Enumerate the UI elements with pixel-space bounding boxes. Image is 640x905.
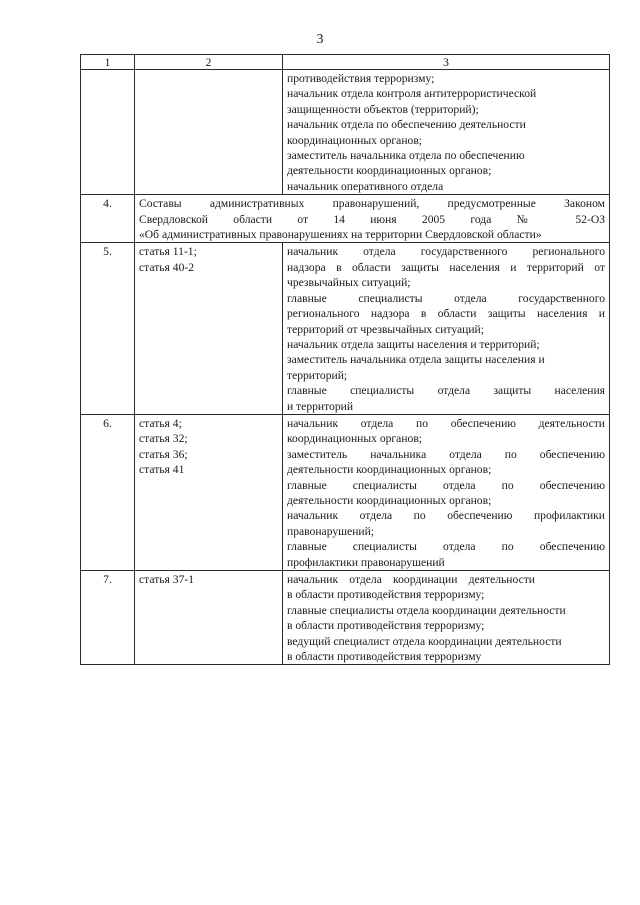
cell-articles — [135, 243, 283, 414]
officials-line: ведущий специалист отдела координации деятельности — [287, 634, 562, 648]
row-number: 5. — [81, 243, 135, 414]
cell-articles — [135, 571, 283, 665]
officials-line: координационных органов; — [287, 432, 423, 446]
header-col-2: 2 — [135, 55, 283, 70]
officials-line: заместитель начальника отдела защиты населения и — [287, 353, 545, 367]
section-heading-line: «Об административных правонарушениях на территории Свердловской области» — [139, 228, 542, 242]
cell-articles — [135, 414, 283, 570]
table-row-6 — [81, 414, 610, 570]
officials-line: начальник оперативного отдела — [287, 179, 444, 193]
section-heading-cell — [135, 195, 610, 243]
article-item: статья 32; — [139, 432, 188, 446]
table-row-5 — [81, 243, 610, 414]
officials-line: в области противодействия терроризму — [287, 650, 482, 664]
officials-line: заместитель начальника отдела по обеспечению — [287, 149, 525, 163]
officials-line: регионального надзора в области защиты населения и — [287, 307, 605, 321]
article-item: статья 37-1 — [139, 573, 195, 586]
row-number: 7. — [81, 571, 135, 665]
article-item: статья 40-2 — [139, 260, 195, 274]
officials-line: заместитель начальника отдела по обеспечению — [287, 447, 605, 461]
row-number: 6. — [81, 414, 135, 570]
officials-line: противодействия терроризму; — [287, 72, 435, 85]
officials-line: деятельности координационных органов; — [287, 493, 492, 507]
officials-line: чрезвычайных ситуаций; — [287, 276, 411, 290]
officials-line: координационных органов; — [287, 133, 423, 147]
table-row-7 — [81, 571, 610, 665]
row-number: 4. — [81, 195, 135, 243]
table-row-continued — [81, 70, 610, 195]
cell-officials-continued — [283, 70, 610, 195]
officials-line: в области противодействия терроризму; — [287, 588, 485, 602]
officials-line: главные специалисты отдела по обеспечению — [287, 540, 605, 554]
article-item: статья 36; — [139, 447, 188, 461]
officials-line: начальник отдела контроля антитеррористической — [287, 87, 537, 101]
officials-line: главные специалисты отдела координации деятельности — [287, 603, 566, 617]
article-item: статья 41 — [139, 463, 185, 477]
table-header-row — [81, 55, 610, 70]
cell-num-continued — [81, 70, 135, 195]
officials-line: главные специалисты отдела защиты населения — [287, 384, 605, 398]
officials-line: главные специалисты отдела по обеспечению — [287, 478, 605, 492]
cell-officials — [283, 414, 610, 570]
officials-line: начальник отдела по обеспечению профилактики — [287, 509, 605, 523]
article-item: статья 4; — [139, 416, 182, 430]
table-row-4 — [81, 195, 610, 243]
officials-line: и территорий — [287, 399, 354, 413]
header-col-3: 3 — [283, 55, 610, 70]
officials-line: территорий; — [287, 368, 348, 382]
officials-line: в области противодействия терроризму; — [287, 619, 485, 633]
officials-line: защищенности объектов (территорий); — [287, 102, 479, 116]
officials-line: деятельности координационных органов; — [287, 164, 492, 178]
section-heading-line: Свердловской области от 14 июня 2005 года № 52-ОЗ — [139, 212, 605, 226]
officials-line: деятельности координационных органов; — [287, 463, 492, 477]
officials-line: начальник отдела по обеспечению деятельности — [287, 118, 526, 132]
page-number: 3 — [316, 32, 324, 47]
article-item: статья 11-1; — [139, 245, 197, 259]
officials-line: начальник отдела государственного регионального — [287, 245, 605, 259]
officials-line: начальник отдела защиты населения и территорий; — [287, 337, 540, 351]
officials-line: правонарушений; — [287, 524, 375, 538]
officials-line: надзора в области защиты населения и территорий от — [287, 260, 605, 274]
officials-line: главные специалисты отдела государственного — [287, 291, 605, 305]
header-col-1: 1 — [81, 55, 135, 70]
officials-line: начальник отдела по обеспечению деятельности — [287, 416, 605, 430]
cell-officials — [283, 571, 610, 665]
document-table — [80, 54, 610, 665]
officials-line: территорий от чрезвычайных ситуаций; — [287, 322, 484, 336]
section-heading-line: Составы административных правонарушений, предусмотренные Законом — [139, 197, 605, 211]
cell-officials — [283, 243, 610, 414]
officials-line: начальник отдела координации деятельности — [287, 573, 535, 586]
officials-line: профилактики правонарушений — [287, 555, 445, 569]
cell-articles-continued — [135, 70, 283, 195]
